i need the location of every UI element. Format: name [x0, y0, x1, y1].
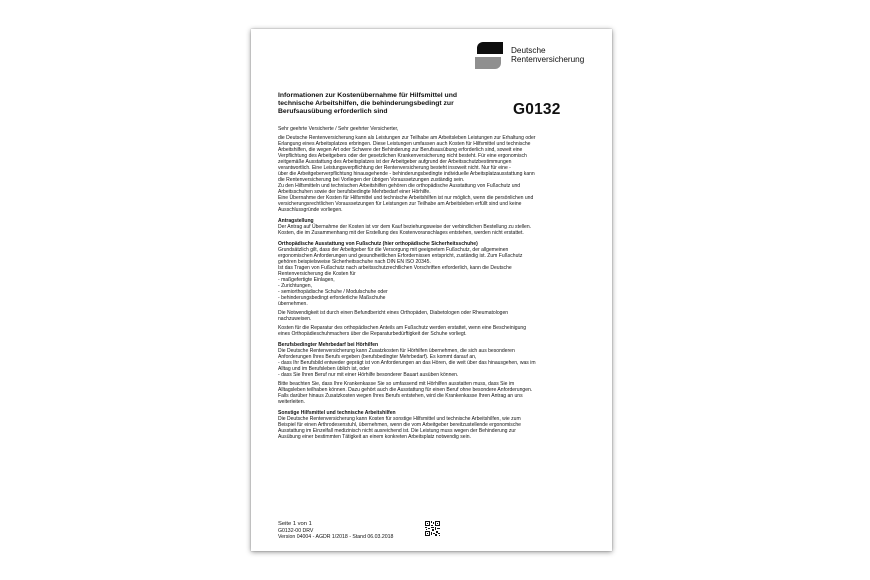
section-heading-sonstige: Sonstige Hilfsmittel und technische Arbeitshilfen — [278, 410, 396, 416]
section-body-antragstellung: Der Antrag auf Übernahme der Kosten ist vor dem Kauf beziehungsweise der verbindlichen Bestellung zu stellen. Kosten, die im Zusammenhang mit der Erstellung des Kostenvoranschlages entstehen, werden nicht erstattet. — [278, 224, 532, 236]
version-line: Version 04004 - AGDR 1/2018 - Stand 06.03.2018 — [278, 534, 394, 540]
section-body-sonstige: Die Deutsche Rentenversicherung kann Kosten für sonstige Hilfsmittel und technische Arbeitshilfen, wie zum Beispiel für einen Arthrodesenstuhl, übernehmen, wenn die vom Arbeitgeber bereitzustellende ergonomische Ausstattung im Einzelfall medizinisch nicht ausreichend ist. Die Leistung muss wegen der Behinderung zur Ausübung einer bestimmten Tätigkeit an einem konkreten Arbeitsplatz notwendig sein. — [278, 416, 521, 440]
drv-logo-icon — [475, 42, 503, 70]
section-body-hoerhilfen: Die Deutsche Rentenversicherung kann Zusatzkosten für Hörhilfen übernehmen, die sich aus besonderen Anforderungen Ihres Berufs ergeben (berufsbedingter Mehrbedarf). Es kommt darauf an, - dass Ihr Berufsbild entweder geprägt ist von Anforderungen an das Hören, die weit über das hinausgehen, was im Alltag und im Berufsleben üblich ist, oder - dass Sie Ihren Beruf nur mit einer Hörhilfe besonderer Bauart ausüben können. — [278, 348, 536, 378]
section-body-hoerhilfen-2: Bitte beachten Sie, dass Ihre Krankenkasse Sie so umfassend mit Hörhilfen ausstatten muss, dass Sie im Alltagsleben teilhaben können. Dazu gehört auch die Ausstattung für einen Beruf ohne besondere Anforderungen. Falls darüber hinaus Zusatzkosten wegen Ihres Berufs entstehen, wird die Krankenkasse Ihren Antrag an uns weiterleiten. — [278, 381, 533, 405]
intro-paragraph: die Deutsche Rentenversicherung kann als Leistungen zur Teilhabe am Arbeitsleben Leistungen zur Erhaltung oder Erlangung eines Arbeitsplatzes erbringen. Diese Leistungen umfassen auch Kosten für Hilfsmittel und technische Arbeitshilfen, die wegen Art oder Schwere der Behinderung zur Berufsausübung erforderlich sind, soweit eine Verpflichtung des Arbeitgebers oder der gesetzlichen Krankenversicherung nicht besteht. Für eine ergonomisch zeitgemäße Ausstattung des Arbeitsplatzes ist der Arbeitgeber aufgrund der Arbeitsschutzbestimmungen verantwortlich. Eine Leistungsverpflichtung der Rentenversicherung besteht insoweit nicht. Nur für eine - über die Arbeitgeberverpflichtung hinausgehende - behinderungsbedingte individuelle Arbeitsplatzausstattung kann die Rentenversicherung bei Vorliegen der übrigen Voraussetzungen zuständig sein. Zu den Hilfsmitteln und technischen Arbeitshilfen gehören die orthopädische Ausstattung von Fußschutz und Arbeitsschuhen sowie der berufsbedingte Mehrbedarf einer Hörhilfe. Eine Übernahme der Kosten für Hilfsmittel und technische Arbeitshilfen ist nur möglich, wenn die persönlichen und versicherungsrechtlichen Voraussetzungen für Leistungen zur Teilhabe am Arbeitsleben erfüllt sind und keine Ausschlussgründe vorliegen. — [278, 135, 536, 213]
document-page — [251, 29, 612, 551]
section-heading-hoerhilfen: Berufsbedingter Mehrbedarf bei Hörhilfen — [278, 342, 379, 348]
logo-line-2: Rentenversicherung — [511, 55, 585, 64]
drv-logo — [475, 42, 595, 70]
salutation: Sehr geehrte Versicherte / Sehr geehrter Versicherter, — [278, 126, 399, 132]
section-body-fussschutz: Grundsätzlich gilt, dass der Arbeitgeber für die Versorgung mit geeignetem Fußschutz, der allgemeinen ergonomischen Anforderungen und gesundheitlichen Erfordernissen entspricht, zuständig ist. Zum Fußschutz gehören beispielsweise Sicherheitsschuhe nach DIN EN ISO 20345. Ist das Tragen von Fußschutz nach arbeitsschutzrechtlichen Vorschriften erforderlich, kann die Deutsche Rentenversicherung die Kosten für - maßgefertigte Einlagen, - Zurichtungen, - semiorthopädische Schuhe / Modulschuhe oder - behinderungsbedingt erforderliche Maßschuhe übernehmen. — [278, 247, 523, 307]
document-footer — [278, 521, 393, 540]
document-title: Informationen zur Kostenübernahme für Hilfsmittel und technische Arbeitshilfen, die behinderungsbedingt zur Berufsausübung erforderlich sind — [278, 92, 457, 115]
logo-line-1: Deutsche — [511, 46, 546, 55]
logo-text — [511, 46, 584, 64]
section-body-fussschutz-3: Kosten für die Reparatur des orthopädischen Anteils am Fußschutz werden erstattet, wenn eine Bescheinigung eines Orthopädieschuhmachers über die Reparaturbedürftigkeit der Schuhe vorliegt. — [278, 325, 527, 337]
section-body-fussschutz-2: Die Notwendigkeit ist durch einen Befundbericht eines Orthopäden, Diabetologen oder Rheumatologen nachzuweisen. — [278, 310, 509, 322]
form-code: G0132 — [513, 101, 561, 118]
document-body — [278, 126, 596, 440]
section-heading-fussschutz: Orthopädische Ausstattung von Fußschutz (hier orthopädische Sicherheitsschuhe) — [278, 241, 478, 247]
qr-code-icon — [425, 521, 440, 536]
form-id: G0132-00 DRV — [278, 528, 314, 534]
section-heading-antragstellung: Antragstellung — [278, 218, 314, 224]
page-number: Seite 1 von 1 — [278, 521, 312, 527]
